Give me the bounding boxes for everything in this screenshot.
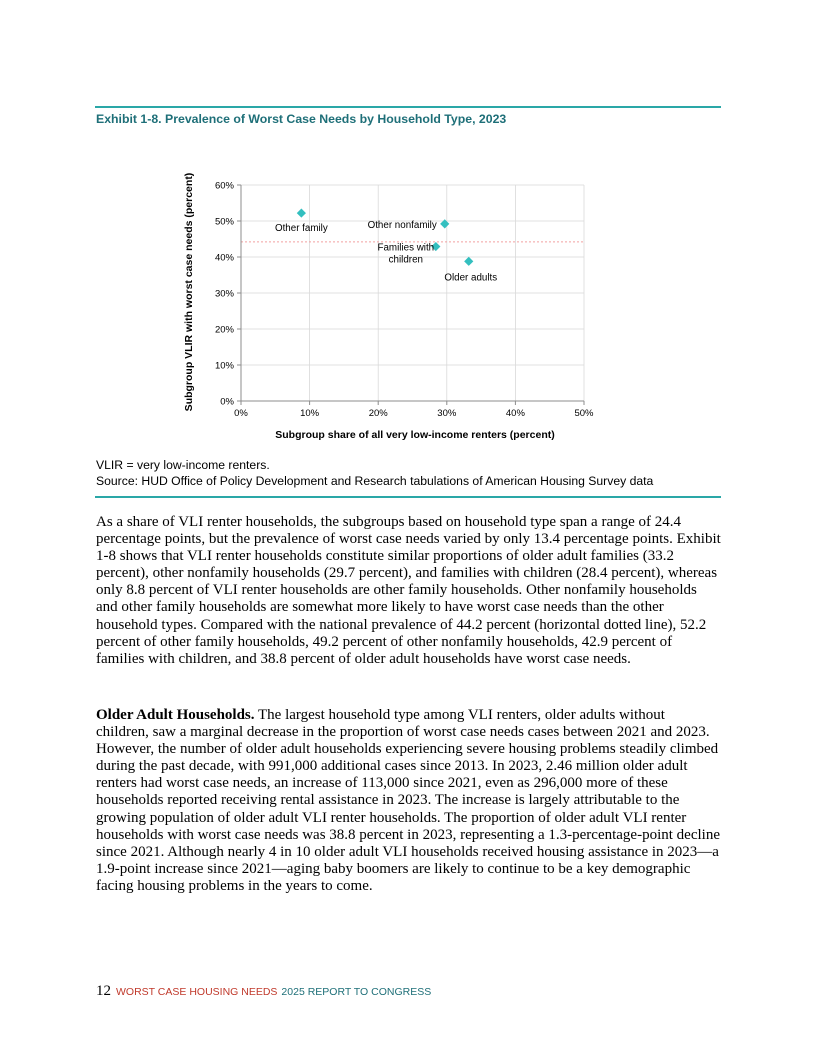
y-tick-label: 30% bbox=[214, 288, 234, 300]
x-tick-label: 40% bbox=[505, 408, 525, 419]
note-abbreviation: VLIR = very low-income renters. bbox=[96, 458, 270, 472]
data-point-label: Families with children bbox=[377, 242, 435, 266]
x-tick-label: 30% bbox=[437, 408, 457, 419]
data-point-marker bbox=[464, 257, 473, 266]
data-point-label: Older adults bbox=[444, 272, 498, 284]
y-axis-title: Subgroup VLIR with worst case needs (percent) bbox=[183, 172, 195, 412]
x-axis-title: Subgroup share of all very low-income renters (percent) bbox=[275, 429, 555, 441]
x-tick-label: 0% bbox=[234, 408, 248, 419]
y-tick-label: 50% bbox=[214, 216, 234, 228]
x-tick-label: 20% bbox=[368, 408, 388, 419]
chart-points bbox=[275, 208, 497, 283]
x-tick-label: 10% bbox=[300, 408, 320, 419]
bottom-rule bbox=[95, 496, 721, 498]
scatter-chart bbox=[180, 172, 620, 447]
x-tick-label: 50% bbox=[574, 408, 594, 419]
y-tick-label: 20% bbox=[214, 324, 234, 336]
y-tick-label: 10% bbox=[214, 360, 234, 372]
y-tick-label: 40% bbox=[214, 252, 234, 264]
note-source: Source: HUD Office of Policy Development and Research tabulations of American Housing Survey data bbox=[96, 474, 654, 488]
body-paragraph-older-adults bbox=[96, 707, 721, 895]
paragraph-heading: Older Adult Households. bbox=[96, 707, 255, 723]
page-number: 12 bbox=[96, 983, 111, 999]
footer-report-subtitle: 2025 REPORT TO CONGRESS bbox=[281, 986, 432, 998]
data-point-label: Other family bbox=[274, 223, 328, 235]
y-tick-label: 0% bbox=[220, 396, 234, 408]
footer-report-title: WORST CASE HOUSING NEEDS bbox=[116, 986, 278, 998]
y-tick-label: 60% bbox=[214, 180, 234, 192]
top-rule bbox=[95, 106, 721, 108]
paragraph-text: The largest household type among VLI renters, older adults without children, saw a marginal decrease in the proportion of worst case needs cases between 2021 and 2023. However, the number of older adult households experiencing severe housing problems steadily climbed during the past decade, with 991,000 additional cases since 2013. In 2023, 2.46 million older adult renters had worst case needs, an increase of 113,000 since 2021, even as 296,000 more of these households reported receiving rental assistance in 2023. The increase is largely attributable to the growing population of older adult VLI renter households. The proportion of older adult VLI renter households with worst case needs was 38.8 percent in 2023, representing a 1.3-percentage-point decline since 2021. Although nearly 4 in 10 older adult VLI households received housing assistance in 2023—a 1.9-point increase since 2021—aging baby boomers are likely to continue to be a key demographic facing housing problems in the years to come. bbox=[96, 707, 720, 894]
body-paragraph: As a share of VLI renter households, the subgroups based on household type span a range of 24.4 percentage points, but the prevalence of worst case needs varied by only 13.4 percentage points. Exhibit 1-8 shows that VLI renter households constitute similar proportions of older adult families (33.2 percent), other nonfamily households (29.7 percent), and families with children (28.4 percent), whereas only 8.8 percent of VLI renter households are other family households. Other nonfamily households and other family households are somewhat more likely to have worst case needs than the other household types. Compared with the national prevalence of 44.2 percent (horizontal dotted line), 52.2 percent of other family households, 49.2 percent of other nonfamily households, 42.9 percent of families with children, and 38.8 percent of older adult households have worst case needs. bbox=[96, 514, 721, 667]
chart-grid bbox=[241, 185, 584, 401]
exhibit-title: Exhibit 1-8. Prevalence of Worst Case Needs by Household Type, 2023 bbox=[96, 112, 507, 126]
page-footer bbox=[96, 982, 431, 1000]
chart-axes bbox=[215, 181, 594, 420]
data-point-label: Other nonfamily bbox=[367, 219, 437, 231]
data-point-marker bbox=[297, 208, 306, 217]
